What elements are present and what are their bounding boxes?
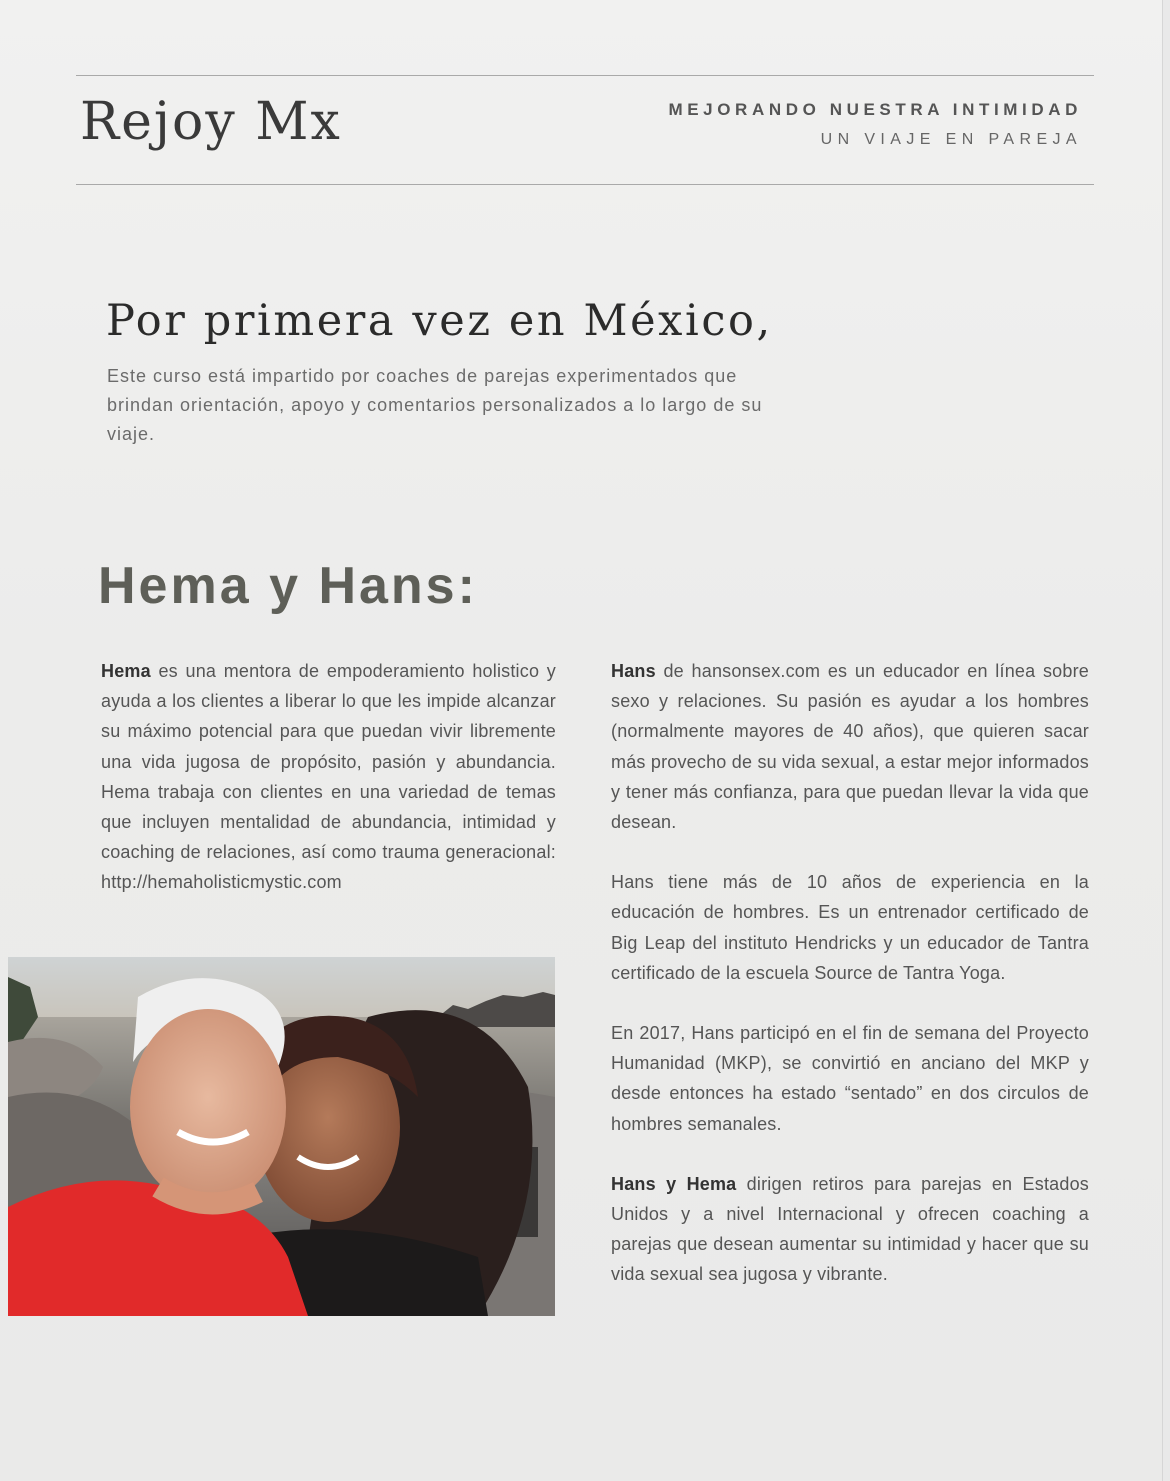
hans-name-bold: Hans xyxy=(611,661,656,681)
hema-bio-column xyxy=(101,656,556,898)
intro-paragraph: Este curso está impartido por coaches de parejas experimentados que brindan orientación, apoyo y comentarios personalizados a lo largo de su viaje. xyxy=(107,366,763,444)
hema-name-bold: Hema xyxy=(101,661,151,681)
section-title: Hema y Hans: xyxy=(98,557,478,615)
couple-photo xyxy=(8,957,555,1316)
header-tagline xyxy=(668,100,1082,149)
hans-bio-paragraph-3: En 2017, Hans participó en el fin de semana del Proyecto Humanidad (MKP), se convirtió en anciano del MKP y desde entonces ha estado “sentado” en dos circulos de hombres semanales. xyxy=(611,1023,1089,1134)
hans-bio-paragraph-2: Hans tiene más de 10 años de experiencia en la educación de hombres. Es un entrenador certificado de Big Leap del instituto Hendricks y un educador de Tantra certificado de la escuela Source de Tantra Yoga. xyxy=(611,872,1089,983)
couple-retreats-paragraph xyxy=(611,1169,1089,1290)
hans-bio-column xyxy=(611,656,1089,1290)
hema-bio-paragraph xyxy=(101,656,556,898)
brand-logo-text: Rejoy Mx xyxy=(80,92,342,152)
tagline-secondary: UN VIAJE EN PAREJA xyxy=(820,131,1082,148)
header-top-rule xyxy=(76,75,1094,76)
couple-names-bold: Hans y Hema xyxy=(611,1173,737,1194)
hema-bio-text: es una mentora de empoderamiento holistico y ayuda a los clientes a liberar lo que les impide alcanzar su máximo potencial para que puedan vivir libremente una vida jugosa de propósito, pasión y abundancia. Hema trabaja con clientes en una variedad de temas que incluyen mentalidad de abundancia, intimidad y coaching de relaciones, así como trauma generacional: http://hemaholisticmystic.com xyxy=(101,661,556,893)
hans-bio-text-1: de hansonsex.com es un educador en línea sobre sexo y relaciones. Su pasión es ayudar a los hombres (normalmente mayores de 40 años), que quieren sacar más provecho de su vida sexual, a estar mejor informados y tener más confianza, para que puedan llevar la vida que desean. xyxy=(611,661,1089,833)
intro-heading: Por primera vez en México, xyxy=(106,296,773,346)
tagline-primary: MEJORANDO NUESTRA INTIMIDAD xyxy=(668,100,1082,119)
couple-retreats-text: dirigen retiros para parejas en Estados Unidos y a nivel Internacional y ofrecen coaching a parejas que desean aumentar su intimidad y hacer que su vida sexual sea jugosa y vibrante. xyxy=(611,1173,1089,1285)
hans-bio-paragraph-1 xyxy=(611,656,1089,837)
header-bottom-rule xyxy=(76,184,1094,185)
